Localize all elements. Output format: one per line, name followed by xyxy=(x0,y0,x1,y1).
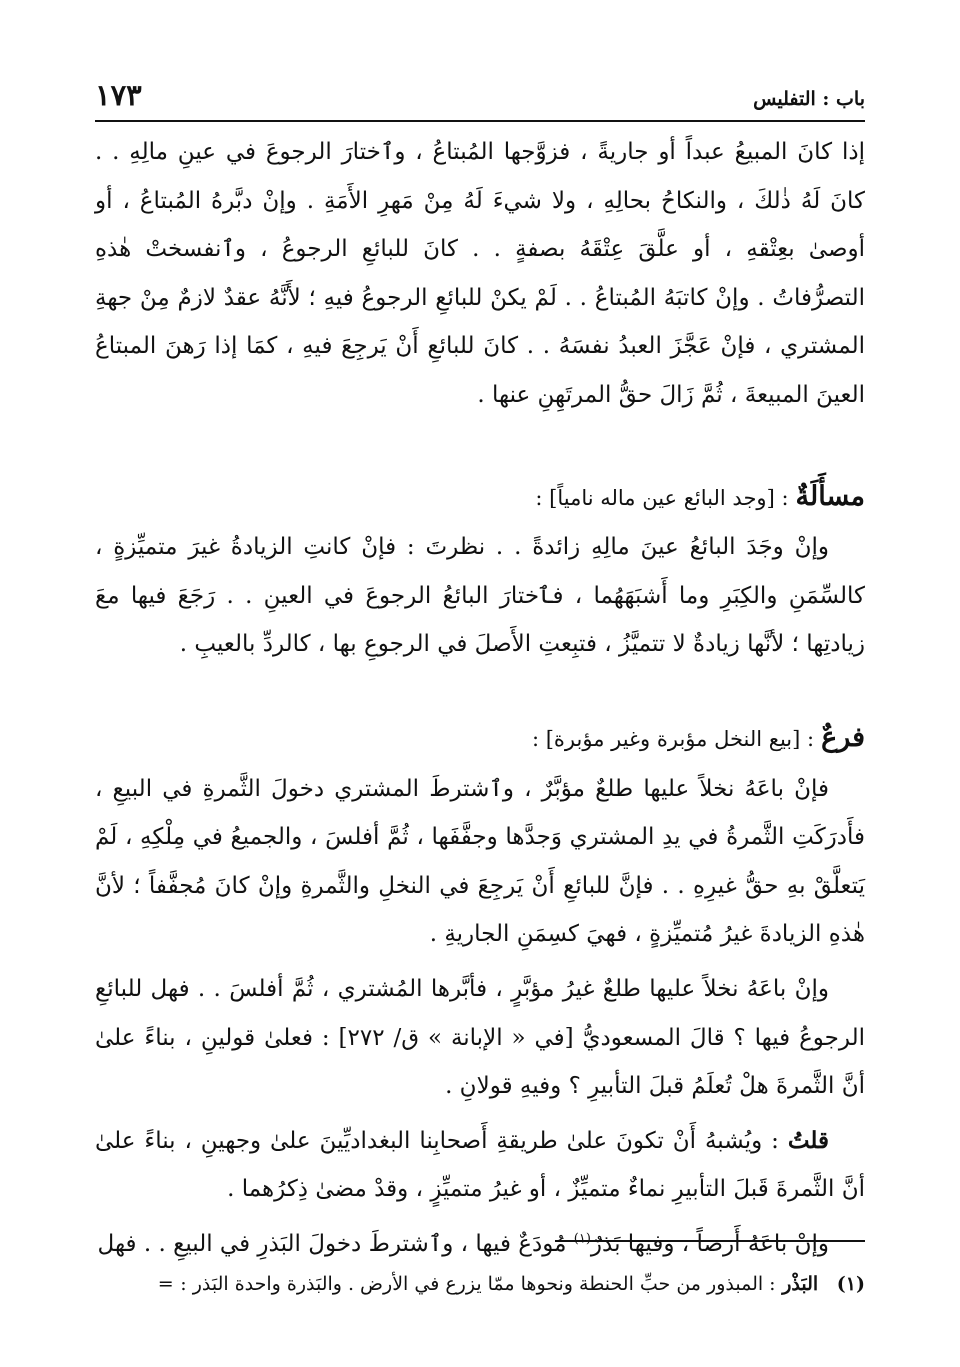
far-paragraph-2: وإنْ باعَهُ نخلاً عليها طلعٌ غيرُ مؤبَّرٍ ، فأبَّرها المُشتري ، ثُمَّ أفلسَ . . فهل للبائعِ الرجوعُ فيها ؟ قالَ المسعوديُّ [في « الإبانة » ق/ ٢٧٢] : فعلىٰ قولينِ ، بناءً علىٰ أنَّ الثَّمرةَ هلْ تُعلَمُ قبلَ التأبيرِ ؟ وفيهِ قولانِ . xyxy=(95,975,865,1100)
main-text xyxy=(95,128,865,1268)
page-number: ١٧٣ xyxy=(95,78,142,112)
far-paragraph-4-end: مُودَعٌ فيها ، وٱشترطَ دخولَ البَذرِ في البيعِ . . فهل xyxy=(97,1230,567,1257)
header-rule xyxy=(95,120,865,122)
far-paragraph-3 xyxy=(95,1117,865,1214)
far-paragraph-1: فإنْ باعَهُ نخلاً عليها طلعٌ مؤبَّرٌ ، وٱشترطَ المشتري دخولَ الثَّمرةِ في البيعِ ، فأَدرَكَتِ الثَّمرةُ في يدِ المشتري وَجدَّها وجفَّفَها ، ثُمَّ أفلسَ ، والجميعُ في مِلْكِهِ ، لَمْ يَتعلَّقْ بهِ حقُّ غيرِهِ . . فإنَّ للبائعِ أَنْ يَرجِعَ في النخلِ والثَّمرةِ وإنْ كانَ مُجفَّفاً ؛ لأنَّ هٰذهِ الزيادةَ غيرُ مُتميِّزةٍ ، فهيَ كسِمَنِ الجاريةِ . xyxy=(95,775,865,948)
footnote xyxy=(85,1268,865,1300)
running-title: باب : التفليس xyxy=(753,88,865,110)
section-heading-masala xyxy=(95,473,865,524)
section-spacer xyxy=(95,420,865,473)
section-label: مسأَلَةٌ xyxy=(795,480,865,512)
section-title: : [بيع النخل مؤبرة وغير مؤبرة] : xyxy=(531,726,815,751)
footnote-marker: (١) xyxy=(836,1273,865,1295)
footnote-rule xyxy=(555,1240,865,1242)
section-title: : [وجد البائع عين ماله نامياً] : xyxy=(535,485,789,510)
running-head xyxy=(95,78,865,114)
qultu-lead: قلتُ xyxy=(787,1126,830,1154)
far-paragraph-4 xyxy=(95,1220,865,1269)
section-spacer xyxy=(95,669,865,714)
section-label: فرعٌ xyxy=(821,721,865,753)
far-paragraph-4-start: وإنْ باعَهُ أَرضاً ، وفيها بَذرٌ xyxy=(590,1230,829,1257)
footnote-text: : المبذور من حبِّ الحنطة ونحوها ممّا يزرع في الأرض . والبَذرة واحدة البَذر : xyxy=(180,1273,776,1295)
footnote-continuation-mark: = xyxy=(157,1273,174,1295)
section-heading-far xyxy=(95,714,865,765)
masala-paragraph: وإنْ وجَدَ البائعُ عينَ مالِهِ زائدةً . . نظرتَ : فإنْ كانتِ الزيادةُ غيرَ متميِّزةٍ ، كالسِّمَنِ والكِبَرِ وما أَشبَهَهُما ، فٱختارَ البائعُ الرجوعَ في العينِ . . رَجَعَ فيها معَ زيادتِها ؛ لأنَّها زيادةٌ لا تتميَّزُ ، فتبِعتِ الأَصلَ في الرجوعِ بها ، كالردِّ بالعيبِ . xyxy=(95,534,865,658)
footnote-reference: (١) xyxy=(573,1231,591,1247)
far-paragraph-3-text: : ويُشبهُ أَنْ تكونَ علىٰ طريقةِ أَصحابِنا البغداديِّينَ علىٰ وجهينِ ، بناءً علىٰ أنَّ الثَّمرةَ قَبلَ التأبيرِ نماءٌ متميِّزٌ ، أو غيرُ متميِّزٍ ، وقدْ مضىٰ ذِكرُهما . xyxy=(95,1127,865,1203)
opening-paragraph: إذا كانَ المبيعُ عبداً أو جاريةً ، فزوَّجها المُبتاعُ ، وٱختارَ الرجوعَ في عينِ مالِهِ . . كانَ لَهُ ذٰلكَ ، والنكاحُ بحالِهِ ، ولا شيءَ لَهُ مِنْ مَهرِ الأَمَةِ . وإنْ دبَّرهُ المُبتاعُ ، أو أوصىٰ بعِتْقهِ ، أو علَّقَ عِتْقَهُ بصفةٍ . . كانَ للبائعِ الرجوعُ ، وٱنفسختْ هٰذهِ التصرُّفاتُ . وإنْ كاتبَهُ المُبتاعُ . . لَمْ يكنْ للبائعِ الرجوعُ فيهِ ؛ لأَنَّهُ عقدٌ لازمٌ مِنْ جهةِ المشتري ، فإنْ عَجَّزَ العبدُ نفسَهُ . . كانَ للبائعِ أَنْ يَرجِعَ فيهِ ، كمَا إذا رَهنَ المبتاعُ العينَ المبيعةَ ، ثُمَّ زَالَ حقُّ المرتَهِنِ عنها . xyxy=(95,139,865,408)
footnote-term: البَذْر xyxy=(782,1273,819,1295)
